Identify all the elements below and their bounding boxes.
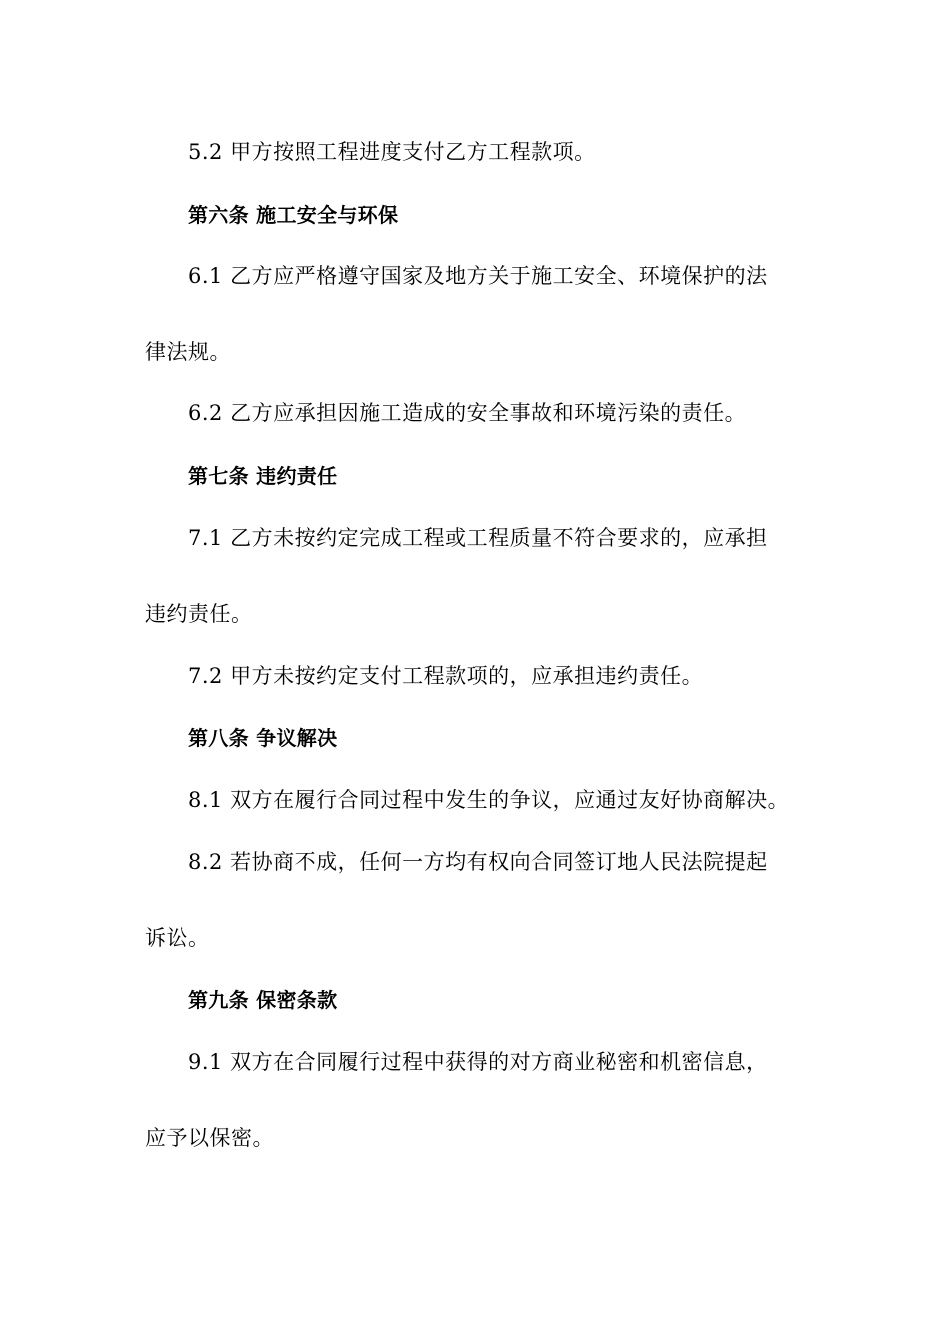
clause-9-1: 9.1 双方在合同履行过程中获得的对方商业秘密和机密信息， xyxy=(188,1050,768,1074)
article-8-heading: 第八条 争议解决 xyxy=(188,726,338,750)
clause-5-2: 5.2 甲方按照工程进度支付乙方工程款项。 xyxy=(188,140,596,164)
clause-7-2: 7.2 甲方未按约定支付工程款项的，应承担违约责任。 xyxy=(188,664,704,688)
clause-6-1: 6.1 乙方应严格遵守国家及地方关于施工安全、环境保护的法 xyxy=(188,264,768,288)
clause-8-2: 8.2 若协商不成，任何一方均有权向合同签订地人民法院提起 xyxy=(188,850,768,874)
article-9-heading: 第九条 保密条款 xyxy=(188,988,338,1012)
article-7-heading: 第七条 违约责任 xyxy=(188,464,338,488)
clause-6-2: 6.2 乙方应承担因施工造成的安全事故和环境污染的责任。 xyxy=(188,401,747,425)
article-6-heading: 第六条 施工安全与环保 xyxy=(188,203,399,227)
clause-6-1-continued: 律法规。 xyxy=(145,340,231,364)
clause-8-2-continued: 诉讼。 xyxy=(145,926,210,950)
clause-8-1: 8.1 双方在履行合同过程中发生的争议，应通过友好协商解决。 xyxy=(188,788,790,812)
clause-9-1-continued: 应予以保密。 xyxy=(145,1126,274,1150)
clause-7-1-continued: 违约责任。 xyxy=(145,602,253,626)
clause-7-1: 7.1 乙方未按约定完成工程或工程质量不符合要求的，应承担 xyxy=(188,526,768,550)
